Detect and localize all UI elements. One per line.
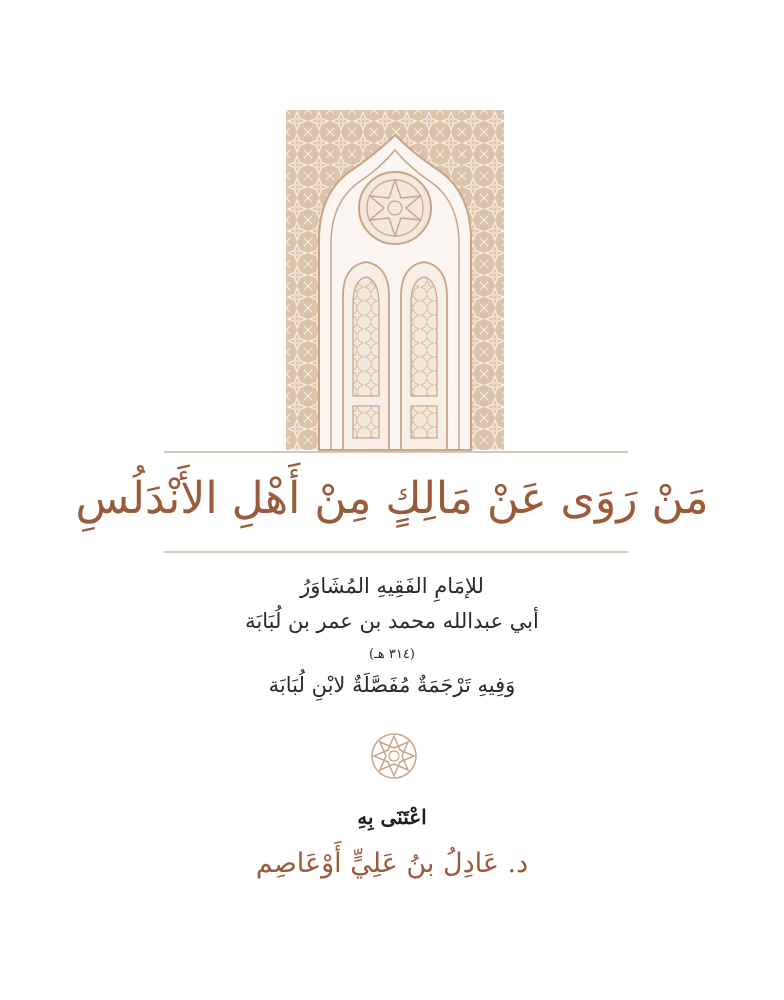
author-name-line: أبي عبدالله محمد بن عمر بن لُبَابَة — [245, 609, 539, 633]
author-title-line: للإمَامِ الفَقِيهِ المُشَاوَرُ — [300, 574, 484, 598]
door-left — [343, 262, 389, 450]
book-title: مَنْ رَوَى عَنْ مَالِكٍ مِنْ أَهْلِ الأَنْدَلُسِ — [75, 473, 709, 524]
edited-by-label: اعْتَنَى بِهِ — [357, 805, 427, 829]
door-right — [401, 262, 447, 450]
editor-name: د. عَادِلُ بنُ عَلِيٍّ أَوْعَاصِم — [255, 848, 529, 879]
rosette-window — [359, 172, 431, 244]
star-ornament — [372, 734, 416, 778]
death-date: (٣١٤ هـ) — [369, 647, 415, 662]
subtitle-line: وَفِيهِ تَرْجَمَةٌ مُفَصَّلَةٌ لابْنِ لُبَابَة — [268, 673, 516, 697]
